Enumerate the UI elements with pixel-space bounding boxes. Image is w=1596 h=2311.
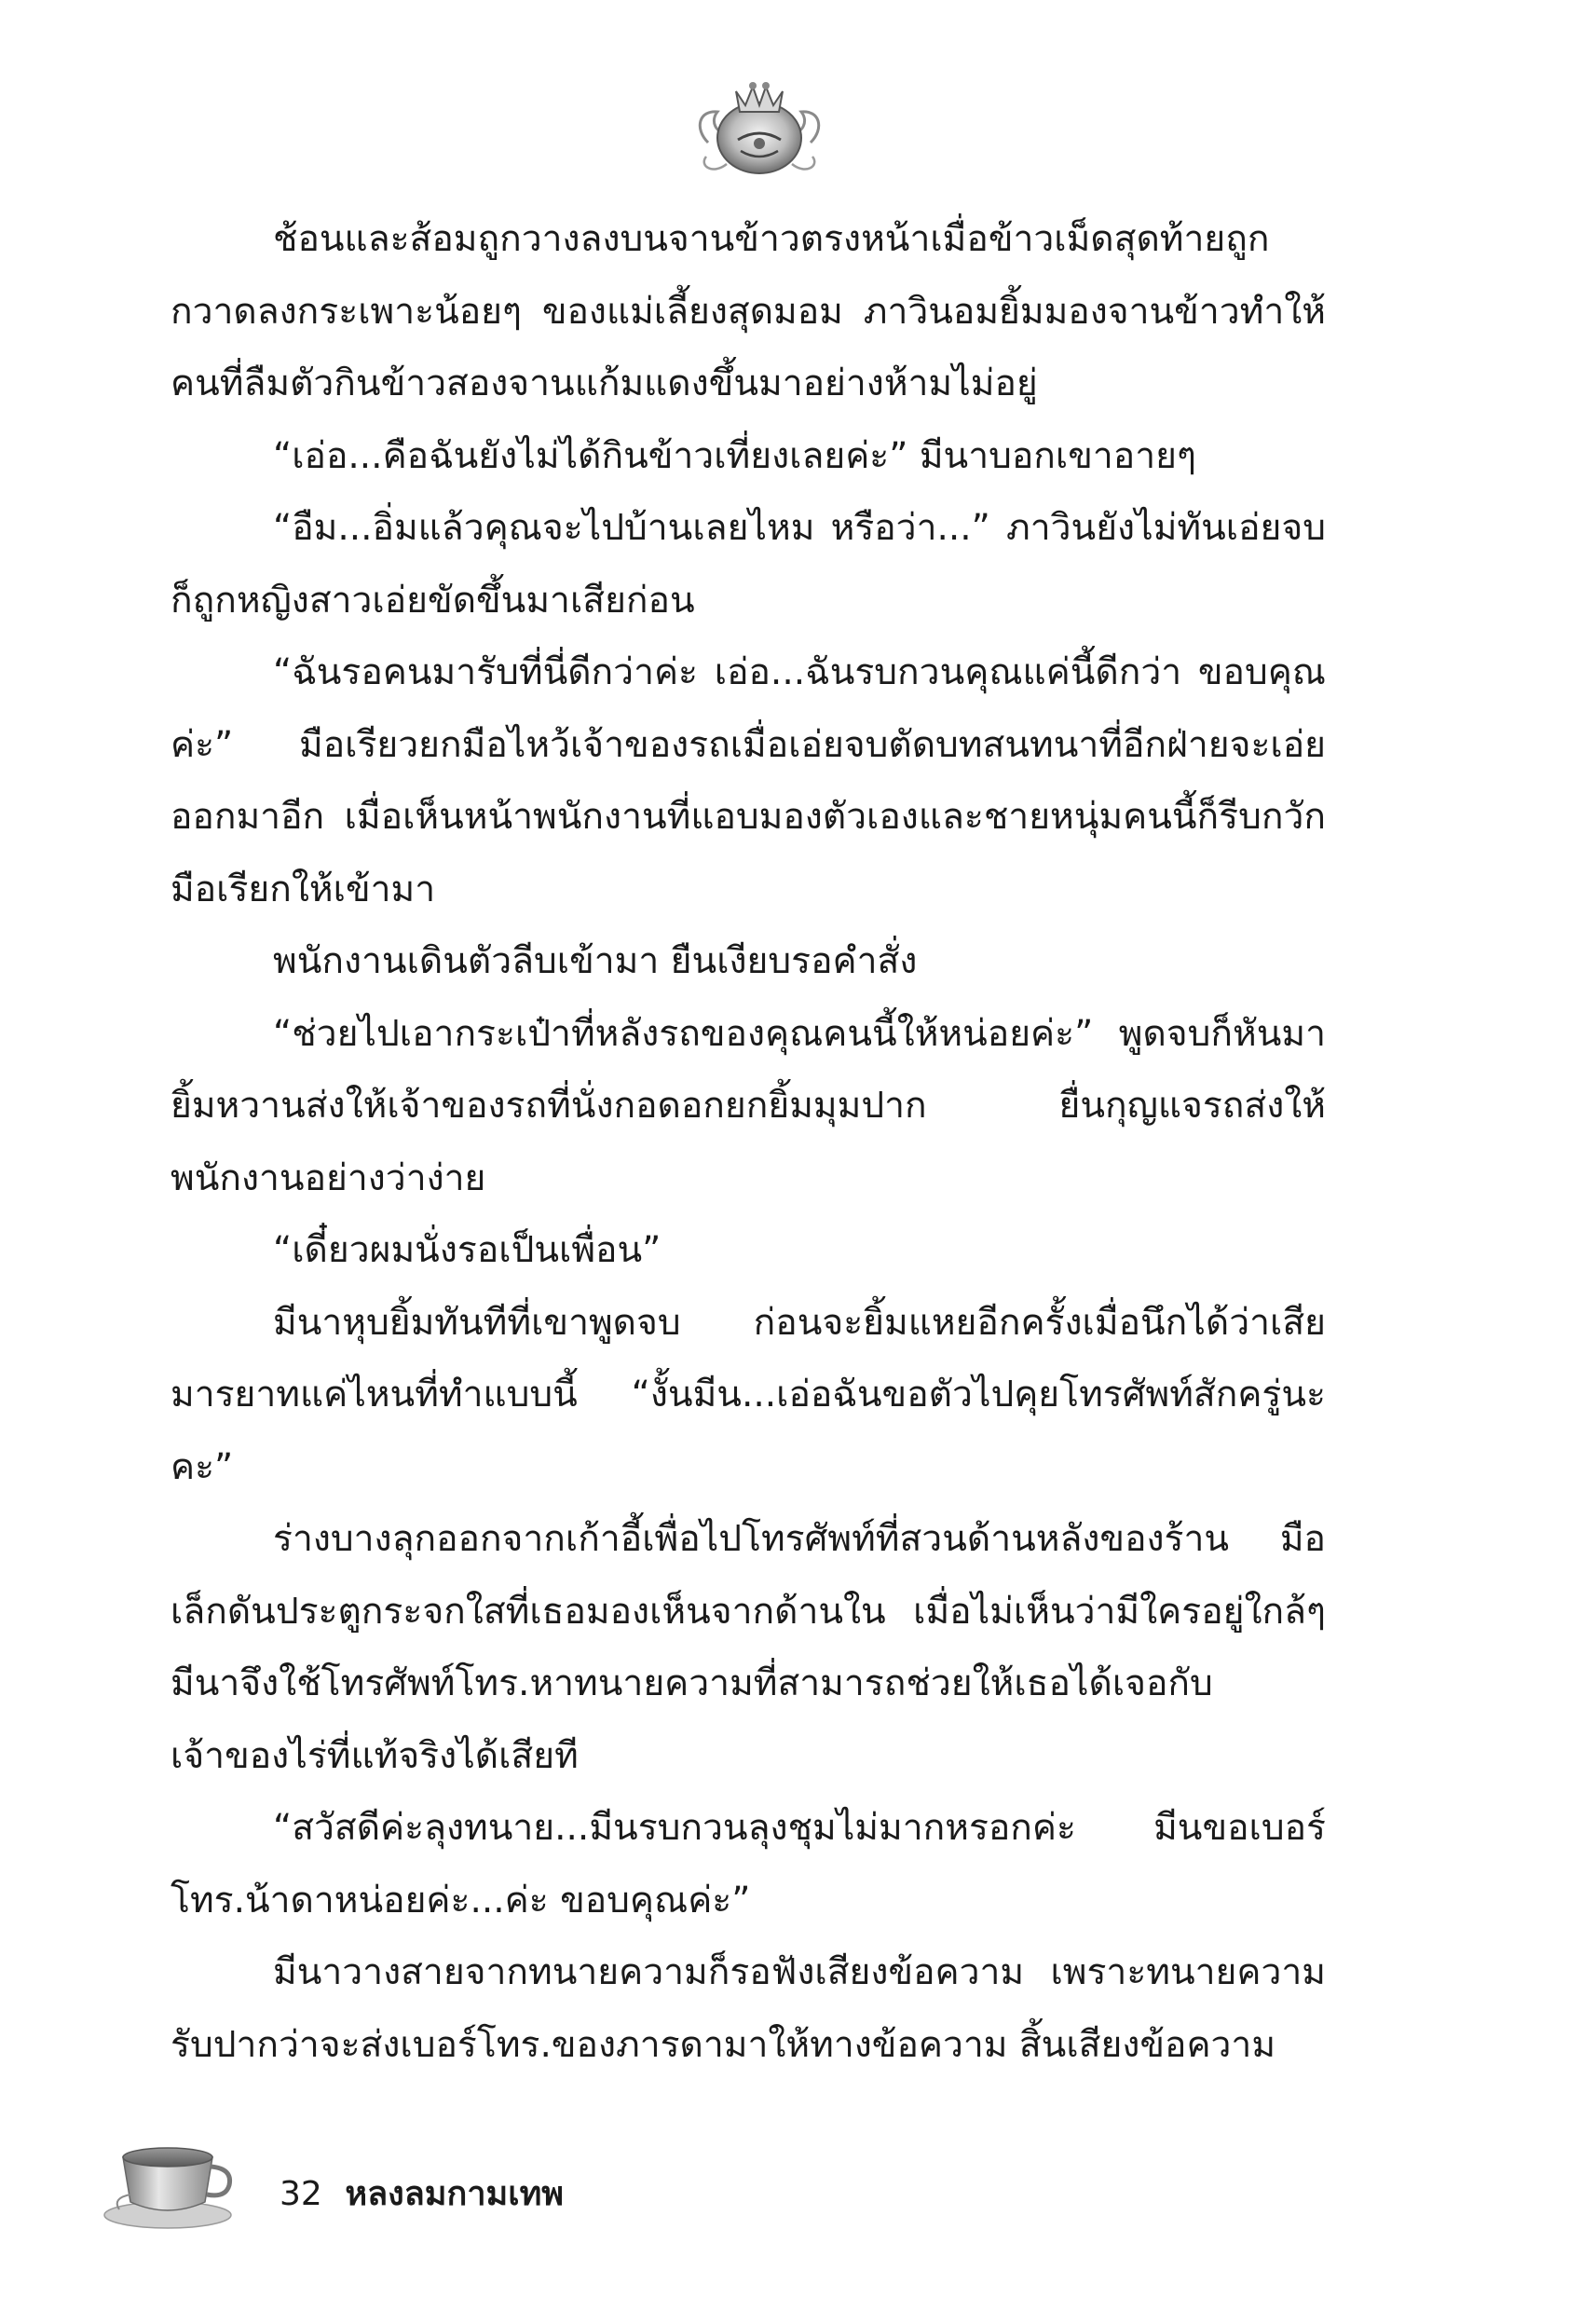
book-title: หลงลมกามเทพ (345, 2175, 565, 2213)
page-footer (102, 2129, 755, 2232)
paragraph: “สวัสดีค่ะลุงทนาย...มีนรบกวนลุงชุมไม่มากหรอกค่ะ มีนขอเบอร์โทร.น้าดาหน่อยค่ะ...ค่ะ ขอบคุณค่ะ” (171, 1807, 1326, 1921)
crest-icon (689, 54, 829, 185)
teacup-icon (102, 2129, 261, 2232)
paragraph: “ฉันรอคนมารับที่นี่ดีกว่าค่ะ เอ่อ...ฉันรบกวนคุณแค่นี้ดีกว่า ขอบคุณค่ะ” มือเรียวยกมือไหว้เจ้าของรถเมื่อเอ่ยจบตัดบทสนทนาที่อีกฝ่ายจะเอ่ยออกมาอีก เมื่อเห็นหน้าพนักงานที่แอบมองตัวเองและชายหนุ่มคนนี้ก็รีบกวักมือเรียกให้เข้ามา (171, 651, 1326, 910)
footer-text (280, 2167, 564, 2220)
paragraph: “เอ่อ...คือฉันยังไม่ได้กินข้าวเที่ยงเลยค่ะ” มีนาบอกเขาอายๆ (273, 434, 1196, 477)
paragraph: “ช่วยไปเอากระเป๋าที่หลังรถของคุณคนนี้ให้หน่อยค่ะ” พูดจบก็หันมายิ้มหวานส่งให้เจ้าของรถที่นั่งกอดอกยกยิ้มมุมปาก ยื่นกุญแจรถส่งให้พนักงานอย่างว่าง่าย (171, 1012, 1326, 1199)
ornamental-crest-logo (689, 54, 829, 185)
paragraph: มีนาหุบยิ้มทันทีที่เขาพูดจบ ก่อนจะยิ้มแหยอีกครั้งเมื่อนึกได้ว่าเสียมารยาทแค่ไหนที่ทำแบบนี้ “งั้นมีน...เอ่อฉันขอตัวไปคุยโทรศัพท์สักครู่นะคะ” (171, 1301, 1326, 1488)
paragraph: “เดี๋ยวผมนั่งรอเป็นเพื่อน” (273, 1229, 662, 1271)
page-number: 32 (280, 2175, 322, 2213)
body-text (171, 203, 1326, 2081)
paragraph: พนักงานเดินตัวลีบเข้ามา ยืนเงียบรอคำสั่ง (273, 940, 918, 982)
paragraph: ช้อนและส้อมถูกวางลงบนจานข้าวตรงหน้าเมื่อข้าวเม็ดสุดท้ายถูกกวาดลงกระเพาะน้อยๆ ของแม่เลี้ยงสุดมอม ภาวินอมยิ้มมองจานข้าวทำให้คนที่ลืมตัวกินข้าวสองจานแก้มแดงขึ้นมาอย่างห้ามไม่อยู่ (171, 218, 1326, 404)
paragraph: “อืม...อิ่มแล้วคุณจะไปบ้านเลยไหม หรือว่า...” ภาวินยังไม่ทันเอ่ยจบก็ถูกหญิงสาวเอ่ยขัดขึ้นมาเสียก่อน (171, 507, 1326, 622)
paragraph: ร่างบางลุกออกจากเก้าอี้เพื่อไปโทรศัพท์ที่สวนด้านหลังของร้าน มือเล็กดันประตูกระจกใสที่เธอมองเห็นจากด้านใน เมื่อไม่เห็นว่ามีใครอยู่ใกล้ๆ มีนาจึงใช้โทรศัพท์โทร.หาทนายความที่สามารถช่วยให้เธอได้เจอกับเจ้าของไร่ที่แท้จริงได้เสียที (171, 1518, 1326, 1777)
paragraph: มีนาวางสายจากทนายความก็รอฟังเสียงข้อความ เพราะทนายความรับปากว่าจะส่งเบอร์โทร.ของภารดามาให้ทางข้อความ สิ้นเสียงข้อความ (171, 1951, 1326, 2066)
